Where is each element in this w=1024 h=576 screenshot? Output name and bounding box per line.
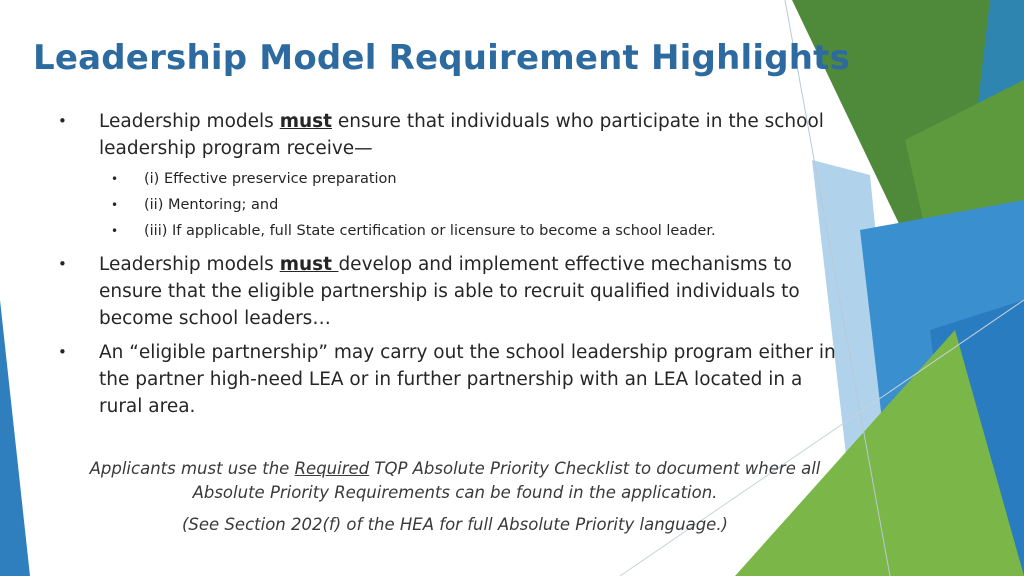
sub-bullet-dot: •: [111, 198, 119, 212]
sub-item-text: (ii) Mentoring; and: [144, 197, 279, 213]
footnote: [60, 457, 850, 537]
emphasis-must: must: [279, 111, 332, 132]
bullet-dot: •: [58, 255, 67, 273]
bullet-text-pre: Leadership models: [99, 254, 280, 275]
sub-bullet-dot: •: [111, 224, 119, 238]
sub-bullet-dot: •: [111, 172, 119, 186]
slide-title: Leadership Model Requirement Highlights: [33, 38, 851, 78]
sub-item-text: (i) Effective preservice preparation: [144, 171, 397, 187]
bullet-dot: •: [58, 112, 67, 130]
bullet-item: [56, 251, 846, 332]
bullet-text: An “eligible partnership” may carry out the school leadership program either in the partner high-need LEA or in further partnership with an LEA located in a rural area.: [99, 342, 836, 417]
left-edge-strip: [0, 300, 30, 576]
sub-item: [99, 166, 846, 192]
sub-list: [99, 166, 846, 244]
footnote-text-post: TQP Absolute Priority Checklist to document where all Absolute Priority Requirements can be found in the application.: [192, 459, 821, 502]
required-link[interactable]: Required: [294, 459, 370, 478]
footnote-line: [60, 457, 850, 505]
sub-item: [99, 192, 846, 218]
footnote-section-reference: (See Section 202(f) of the HEA for full Absolute Priority language.): [182, 515, 728, 534]
bullet-dot: •: [58, 343, 67, 361]
bullet-content: [56, 108, 846, 427]
emphasis-must: must: [279, 254, 339, 275]
bullet-text-pre: Leadership models: [99, 111, 280, 132]
bullet-text-post: develop and implement effective mechanisms to ensure that the eligible partnership is able to recruit qualified individuals to become school leaders…: [99, 254, 800, 329]
footnote-text-pre: Applicants must use the: [89, 459, 295, 478]
sub-item-text: (iii) If applicable, full State certification or licensure to become a school leader.: [144, 223, 716, 239]
sub-item: [99, 218, 846, 244]
bullet-item: [56, 339, 846, 420]
bullet-item: [56, 108, 846, 244]
bullet-text-post: ensure that individuals who participate in the school leadership program receive—: [99, 111, 824, 159]
